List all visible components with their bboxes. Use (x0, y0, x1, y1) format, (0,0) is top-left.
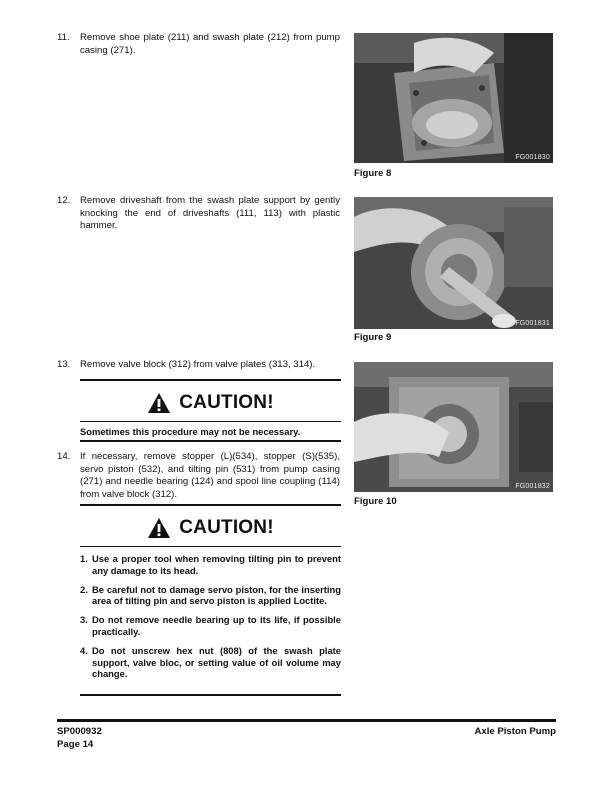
step-number: 11. (57, 32, 70, 43)
footer-rule (57, 719, 556, 722)
step-11 (57, 32, 340, 57)
step-text: Remove driveshaft from the swash plate support by gently knocking the end of driveshafts (111, 113) with plastic hammer. (80, 195, 340, 232)
caution-divider (80, 421, 341, 422)
step-text: If necessary, remove stopper (L)(534), stopper (S)(535), servo piston (532), and tilting pin (531) from pump casing (271) and needle bearing (124) and spool line coupling (114) from valve block (312). (80, 451, 340, 500)
step-number: 13. (57, 359, 71, 370)
step-text: Remove valve block (312) from valve plates (313, 314). (80, 359, 316, 370)
figure-10-caption: Figure 10 (354, 496, 397, 507)
figure-9-caption: Figure 9 (354, 332, 392, 343)
step-12 (57, 195, 340, 233)
caution-heading (80, 514, 341, 542)
caution-title: CAUTION! (179, 392, 274, 413)
step-text: Remove shoe plate (211) and swash plate (212) from pump casing (271). (80, 32, 340, 56)
figure-code: FG001832 (515, 483, 550, 490)
caution-note: Sometimes this procedure may not be necessary. (80, 426, 301, 437)
figure-9-photo (354, 197, 553, 329)
caution-bottom-rule (80, 440, 341, 442)
figure-code: FG001831 (515, 320, 550, 327)
caution-item: 3. Do not remove needle bearing up to its life, if possible practically. (80, 614, 341, 637)
caution-heading (80, 389, 341, 417)
warning-icon (147, 517, 171, 539)
caution-item: 2. Be careful not to damage servo piston, for the inserting area of tilting pin and servo piston is applied Loctite. (80, 583, 341, 607)
footer-title: Axle Piston Pump (474, 726, 556, 737)
warning-icon (147, 392, 171, 414)
step-number: 14. (57, 451, 71, 462)
caution-top-rule (80, 379, 341, 381)
caution-title: CAUTION! (179, 517, 274, 538)
figure-8-photo (354, 33, 553, 163)
caution-list (80, 553, 341, 687)
figure-8-caption: Figure 8 (354, 168, 392, 179)
footer-doc-number: SP000932 (57, 726, 102, 737)
caution-top-rule (80, 504, 341, 506)
step-13 (57, 359, 340, 372)
footer-page-number: Page 14 (57, 739, 94, 750)
caution-item: 4. Do not unscrew hex nut (808) of the swash plate support, valve bloc, or setting value of oil volume may change. (80, 644, 341, 680)
caution-divider (80, 546, 341, 547)
caution-bottom-rule (80, 694, 341, 696)
step-number: 12. (57, 195, 71, 206)
caution-item: 1. Use a proper tool when removing tilting pin to prevent any damage to its head. (80, 553, 341, 576)
figure-10-photo (354, 362, 553, 492)
step-14 (57, 451, 340, 501)
figure-code: FG001830 (515, 154, 550, 161)
